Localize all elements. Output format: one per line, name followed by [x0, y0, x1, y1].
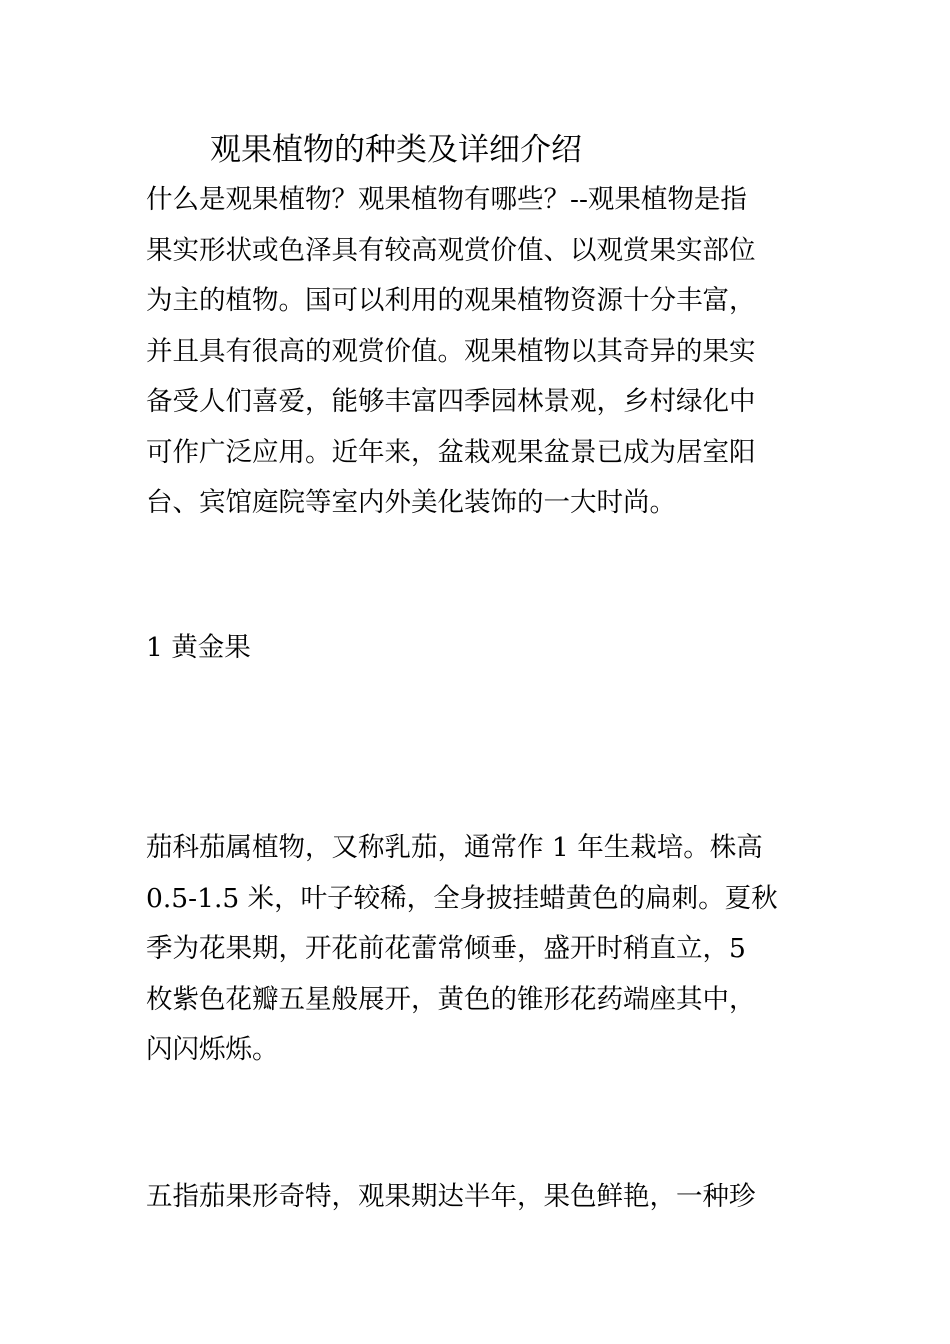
intro-line-2: 果实形状或色泽具有较高观赏价值、以观赏果实部位 [146, 234, 756, 266]
intro-line-7: 台、宾馆庭院等室内外美化装饰的一大时尚。 [146, 487, 676, 518]
section-heading-golden-fruit [146, 623, 818, 674]
intro-paragraph [146, 175, 818, 529]
document-title: 观果植物的种类及详细介绍 [210, 132, 582, 168]
para1-line-5: 闪闪烁烁。 [146, 1034, 279, 1065]
intro-line-4: 并且具有很高的观赏价值。观果植物以其奇异的果实 [146, 335, 756, 367]
intro-line-3: 为主的植物。国可以利用的观果植物资源十分丰富， [146, 285, 756, 316]
para1-line-1: 茄科茄属植物，又称乳茄，通常作 1 年生栽培。株高 [146, 832, 763, 863]
para1-line-4: 枚紫色花瓣五星般展开，黄色的锥形花药端座其中， [146, 983, 756, 1015]
section-heading-text: 1 黄金果 [146, 632, 251, 663]
para2-line-1: 五指茄果形奇特，观果期达半年，果色鲜艳，一种珍 [146, 1181, 756, 1212]
golden-fruit-paragraph [146, 823, 818, 1076]
para1-line-3: 季为花果期，开花前花蕾常倾垂，盛开时稍直立，5 [146, 933, 746, 964]
intro-line-5: 备受人们喜爱，能够丰富四季园林景观，乡村绿化中 [146, 386, 756, 417]
para1-line-2: 0.5-1.5 米，叶子较稀，全身披挂蜡黄色的扁刺。夏秋 [146, 882, 778, 914]
five-finger-eggplant-paragraph [146, 1172, 818, 1223]
intro-line-1: 什么是观果植物？观果植物有哪些？--观果植物是指 [146, 184, 747, 215]
intro-line-6: 可作广泛应用。近年来，盆栽观果盆景已成为居室阳 [146, 436, 756, 468]
